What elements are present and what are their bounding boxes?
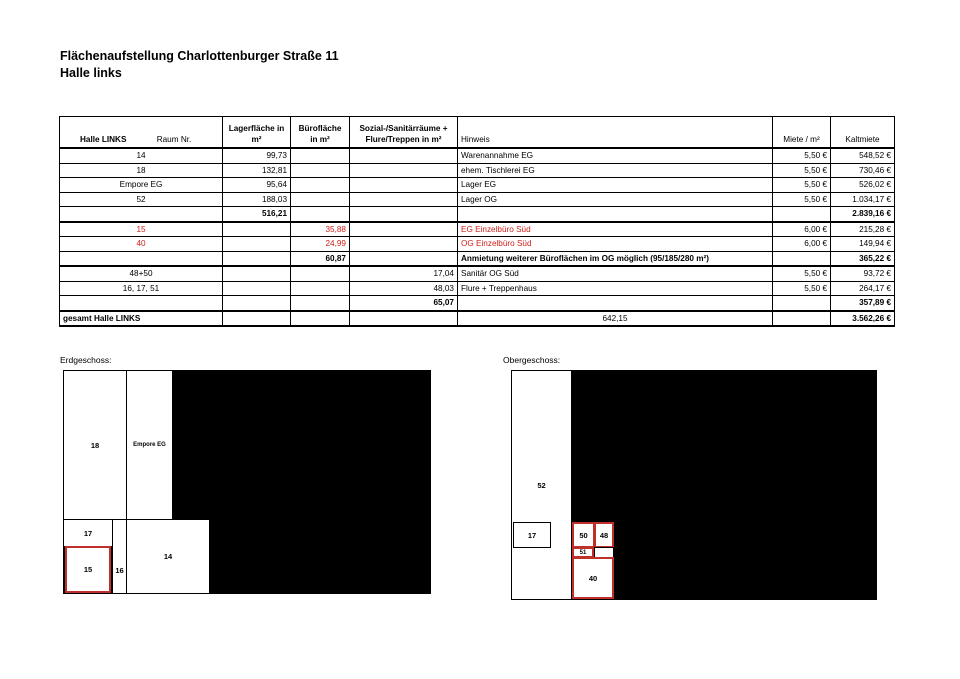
- og-room-48: 48: [594, 522, 614, 548]
- cell-kalt: 1.034,17 €: [831, 192, 895, 207]
- cell-buero: 24,99: [291, 237, 350, 252]
- cell-buero: [291, 178, 350, 193]
- table-row: [60, 192, 895, 207]
- eg-room-18: 18: [63, 370, 127, 520]
- cell-sozial: [350, 207, 458, 222]
- eg-room-15: 15: [65, 546, 111, 593]
- cell-hinweis: ehem. Tischlerei EG: [458, 163, 773, 178]
- header-hinweis: Hinweis: [458, 117, 773, 149]
- cell-room: 16, 17, 51: [60, 281, 223, 296]
- cell-sozial: [350, 237, 458, 252]
- cell-kalt-subtotal: 357,89 €: [831, 296, 895, 311]
- cell-lager: [223, 281, 291, 296]
- table-row: [60, 237, 895, 252]
- cell-room: [60, 296, 223, 311]
- table-header-row: [60, 117, 895, 149]
- og-room-17: 17: [513, 522, 551, 548]
- subtotal-row: [60, 251, 895, 266]
- total-empty: [350, 311, 458, 327]
- total-empty: [223, 311, 291, 327]
- table-row: [60, 266, 895, 281]
- cell-buero-subtotal: 60,87: [291, 251, 350, 266]
- table-row: [60, 281, 895, 296]
- og-room-50: 50: [572, 522, 595, 548]
- cell-room: 14: [60, 148, 223, 163]
- header-miete: Miete / m²: [773, 117, 831, 149]
- cell-lager: [223, 222, 291, 237]
- cell-kalt-subtotal: 2.839,16 €: [831, 207, 895, 222]
- cell-room: 18: [60, 163, 223, 178]
- cell-sozial: [350, 192, 458, 207]
- cell-sozial: [350, 163, 458, 178]
- cell-kalt: 548,52 €: [831, 148, 895, 163]
- cell-sozial: [350, 178, 458, 193]
- cell-sozial: [350, 148, 458, 163]
- og-room-52: 52: [511, 370, 572, 600]
- cell-lager: [223, 296, 291, 311]
- cell-lager: 99,73: [223, 148, 291, 163]
- cell-kalt: 93,72 €: [831, 266, 895, 281]
- cell-kalt: 730,46 €: [831, 163, 895, 178]
- cell-miete: 6,00 €: [773, 237, 831, 252]
- cell-buero: [291, 148, 350, 163]
- cell-kalt: 215,28 €: [831, 222, 895, 237]
- table-row: [60, 163, 895, 178]
- table-row: [60, 222, 895, 237]
- cell-miete: [773, 296, 831, 311]
- header-buero: Bürofläche in m²: [291, 117, 350, 149]
- header-raum-label: Raum Nr.: [156, 135, 192, 144]
- cell-sozial: [350, 251, 458, 266]
- cell-sozial: [350, 222, 458, 237]
- subtotal-row: [60, 296, 895, 311]
- cell-hinweis: EG Einzelbüro Süd: [458, 222, 773, 237]
- document-subtitle: Halle links: [60, 66, 122, 80]
- cell-buero: [291, 163, 350, 178]
- cell-hinweis: Lager OG: [458, 192, 773, 207]
- cell-room: 40: [60, 237, 223, 252]
- table-row: [60, 178, 895, 193]
- cell-kalt-subtotal: 365,22 €: [831, 251, 895, 266]
- cell-hinweis: Sanitär OG Süd: [458, 266, 773, 281]
- cell-kalt: 149,94 €: [831, 237, 895, 252]
- cell-sozial: 48,03: [350, 281, 458, 296]
- cell-lager: 132,81: [223, 163, 291, 178]
- eg-room-14: 14: [126, 519, 210, 594]
- total-row: [60, 311, 895, 327]
- cell-lager: [223, 237, 291, 252]
- cell-buero: [291, 266, 350, 281]
- cell-miete: 5,50 €: [773, 148, 831, 163]
- cell-room: 48+50: [60, 266, 223, 281]
- cell-miete: 6,00 €: [773, 222, 831, 237]
- cell-lager: [223, 266, 291, 281]
- cell-hinweis: [458, 207, 773, 222]
- cell-room: 15: [60, 222, 223, 237]
- cell-miete: 5,50 €: [773, 163, 831, 178]
- cell-miete: [773, 207, 831, 222]
- total-empty: [291, 311, 350, 327]
- cell-hinweis: Warenannahme EG: [458, 148, 773, 163]
- eg-room-16: 16: [112, 519, 127, 594]
- cell-hinweis: Lager EG: [458, 178, 773, 193]
- area-table: [59, 116, 895, 327]
- cell-hinweis-note: Anmietung weiterer Büroflächen im OG möglich (95/185/280 m²): [458, 251, 773, 266]
- og-room-40: 40: [572, 557, 614, 599]
- cell-kalt: 264,17 €: [831, 281, 895, 296]
- cell-buero: [291, 192, 350, 207]
- cell-buero: [291, 207, 350, 222]
- og-plan-label: Obergeschoss:: [503, 355, 561, 365]
- cell-miete: 5,50 €: [773, 266, 831, 281]
- cell-kalt: 526,02 €: [831, 178, 895, 193]
- total-area: 642,15: [458, 311, 773, 327]
- cell-lager: [223, 251, 291, 266]
- cell-lager-subtotal: 516,21: [223, 207, 291, 222]
- table-row: [60, 148, 895, 163]
- cell-room: 52: [60, 192, 223, 207]
- cell-miete: 5,50 €: [773, 281, 831, 296]
- cell-buero: [291, 296, 350, 311]
- header-kalt: Kaltmiete: [831, 117, 895, 149]
- cell-miete: 5,50 €: [773, 178, 831, 193]
- cell-miete: 5,50 €: [773, 192, 831, 207]
- eg-plan-label: Erdgeschoss:: [60, 355, 112, 365]
- cell-sozial: 17,04: [350, 266, 458, 281]
- cell-buero: 35,88: [291, 222, 350, 237]
- eg-room-17: 17: [63, 519, 113, 547]
- cell-hinweis: [458, 296, 773, 311]
- cell-sozial-subtotal: 65,07: [350, 296, 458, 311]
- cell-lager: 95,64: [223, 178, 291, 193]
- cell-lager: 188,03: [223, 192, 291, 207]
- og-room-51: 51: [572, 547, 594, 558]
- header-lager: Lagerfläche in m²: [223, 117, 291, 149]
- cell-room: [60, 207, 223, 222]
- subtotal-row: [60, 207, 895, 222]
- header-sozial: Sozial-/Sanitärräume + Flure/Treppen in m²: [350, 117, 458, 149]
- document-title: Flächenaufstellung Charlottenburger Straße 11: [60, 49, 339, 63]
- total-empty: [773, 311, 831, 327]
- total-label: gesamt Halle LINKS: [60, 311, 223, 327]
- cell-hinweis: OG Einzelbüro Süd: [458, 237, 773, 252]
- cell-buero: [291, 281, 350, 296]
- total-kalt: 3.562,26 €: [831, 311, 895, 327]
- cell-room: Empore EG: [60, 178, 223, 193]
- cell-hinweis: Flure + Treppenhaus: [458, 281, 773, 296]
- cell-room: [60, 251, 223, 266]
- header-halle-label: Halle LINKS: [80, 135, 127, 144]
- eg-room-empore: Empore EG: [126, 370, 173, 520]
- cell-miete: [773, 251, 831, 266]
- header-halle: [60, 117, 223, 149]
